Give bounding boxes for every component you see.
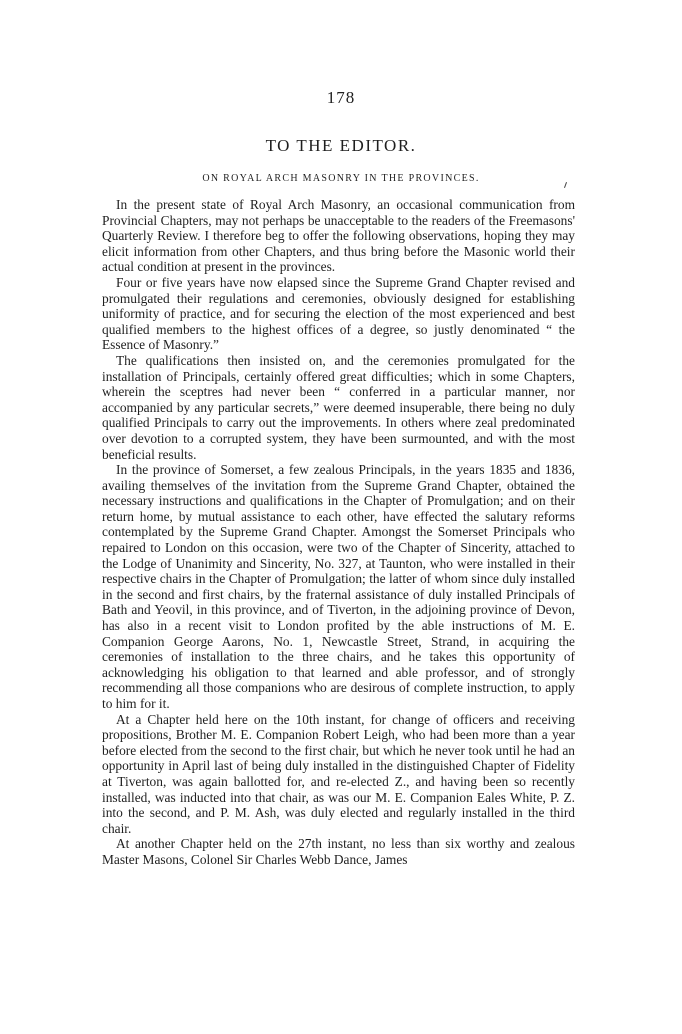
paragraph: Four or five years have now elapsed since the Supreme Grand Chapter revised and promulgated their regulations and ceremonies, obviously designed for establishing uniformity of practice, and for securing the election of the most experienced and best qualified members to the highest offices of a degree, so justly denominated “ the Essence of Masonry.” bbox=[102, 274, 575, 353]
paragraph: In the present state of Royal Arch Masonry, an occasional communication from Provincial Chapters, may not perhaps be unacceptable to the readers of the Freemasons' Quarterly Review. I therefore beg to offer the following observations, hoping they may elicit information from other Chapters, and thus bring before the Masonic world their actual condition at present in the provinces. bbox=[102, 197, 575, 275]
article-body bbox=[102, 197, 575, 868]
paragraph: In the province of Somerset, a few zealous Principals, in the years 1835 and 1836, availing themselves of the invitation from the Supreme Grand Chapter, obtained the necessary instructions and qualifications in the Chapter of Promulgation; and on their return home, by mutual assistance to each other, have effected the salutary reforms contemplated by the Supreme Grand Chapter. Amongst the Somerset Principals who repaired to London on this occasion, were two of the Chapter of Sincerity, attached to the Lodge of Unanimity and Sincerity, No. 327, at Taunton, who were installed in their respective chairs in the Chapter of Promulgation; the latter of whom since duly installed in the second and first chairs, by the fraternal assistance of duly installed Principals of Bath and Yeovil, in this province, and of Tiverton, in the adjoining province of Devon, has also in a recent visit to London profited by the able instructions of M. E. Companion George Aarons, No. 1, Newcastle Street, Strand, in acquiring the ceremonies of installation to the three chairs, and he takes this opportunity of acknowledging his obligation to that learned and able professor, and of strongly recommending all those companions who are desirous of complete instruction, to apply to him for it. bbox=[102, 462, 575, 711]
article-subtitle: ON ROYAL ARCH MASONRY IN THE PROVINCES. bbox=[202, 173, 480, 184]
stray-mark bbox=[564, 182, 567, 188]
page-number: 178 bbox=[326, 88, 356, 107]
paragraph: At a Chapter held here on the 10th instant, for change of officers and receiving propositions, Brother M. E. Companion Robert Leigh, who had been more than a year before elected from the second to the first chair, but which he never took until he had an opportunity in April last of being duly installed in the distinguished Chapter of Fidelity at Tiverton, was again ballotted for, and re-elected Z., and having been so recently installed, was inducted into that chair, as was our M. E. Companion Eales White, P. Z. into the second, and P. M. Ash, was duly elected and regularly installed in the third chair. bbox=[102, 711, 575, 836]
paragraph: At another Chapter held on the 27th instant, no less than six worthy and zealous Master Masons, Colonel Sir Charles Webb Dance, James bbox=[102, 836, 575, 867]
paragraph: The qualifications then insisted on, and the ceremonies promulgated for the installation of Principals, certainly offered great difficulties; which in some Chapters, wherein the sceptres had never been “ conferred in a particular manner, nor accompanied by any particular secrets,” were deemed insuperable, there being no duly qualified Principals to carry out the improvements. In others where zeal predominated over devotion to a corrupted system, they have been surmounted, and with the most beneficial results. bbox=[102, 352, 575, 462]
article-title: TO THE EDITOR. bbox=[265, 136, 417, 155]
